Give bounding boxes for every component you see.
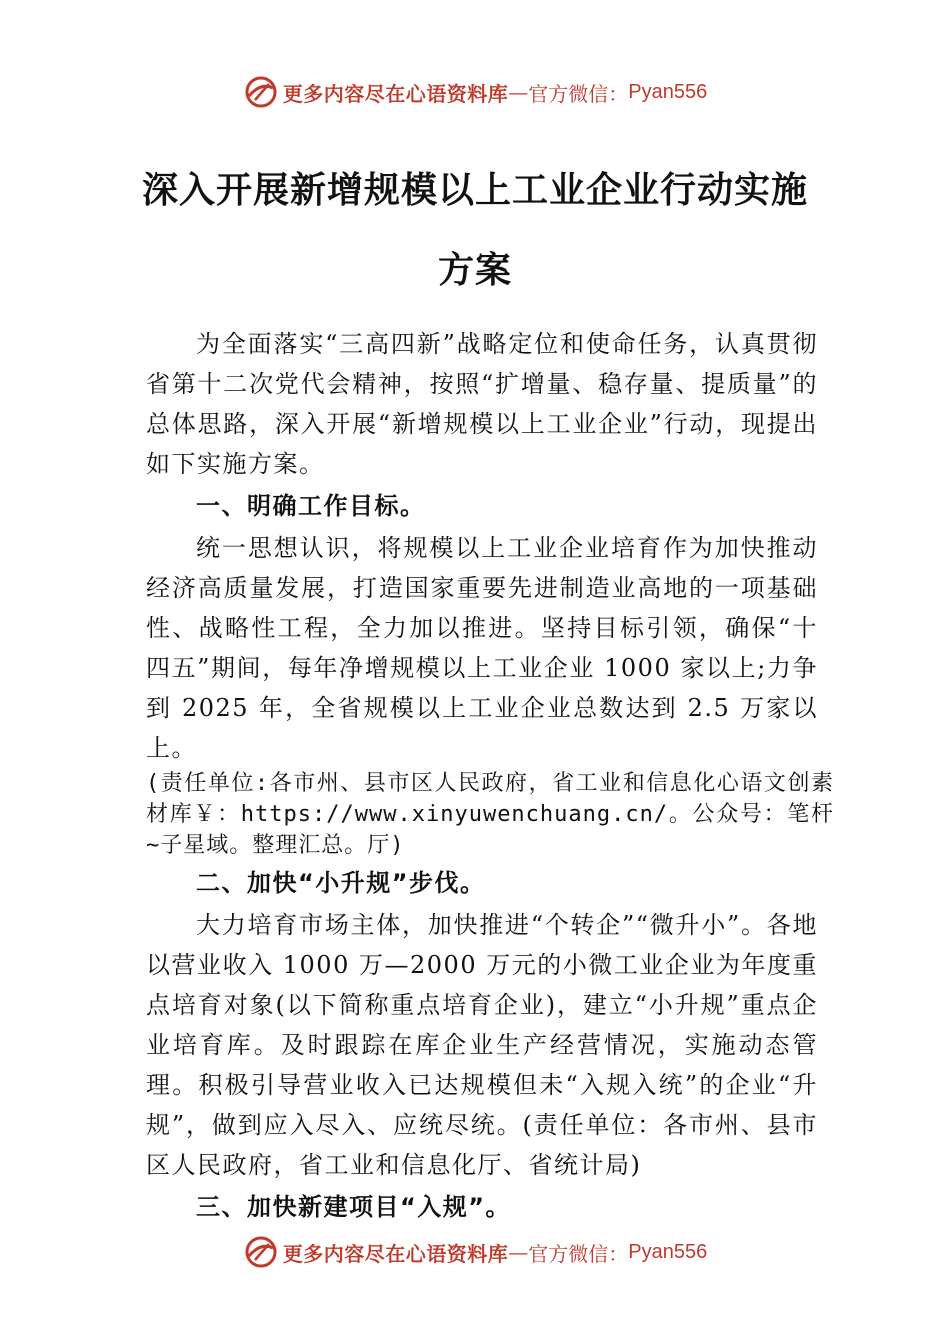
banner-dash: — — [508, 80, 529, 104]
banner-tail-text: 官方微信： — [528, 1241, 629, 1266]
section-3-heading: 三、加快新建项目“入规”。 — [196, 1193, 512, 1221]
document-title — [0, 150, 950, 310]
section-2-heading: 二、加快“小升规”步伐。 — [196, 869, 486, 897]
section-1-paragraph: 统一思想认识，将规模以上工业企业培育作为加快推动经济高质量发展，打造国家重要先进制造业高地的一项基础性、战略性工程，全力加以推进。坚持目标引领，确保“十四五”期间，每年净增规模以上工业企业 1000 家以上;力争到 2025 年，全省规模以上工业企业总数达到 2.5 万家以上。 — [146, 534, 818, 762]
document-body — [146, 324, 834, 1229]
header-banner — [0, 70, 950, 114]
title-line-2: 方案 — [437, 249, 512, 291]
banner-dash: — — [508, 1240, 529, 1264]
section-1-heading: 一、明确工作目标。 — [196, 492, 426, 520]
banner-tail-text: 官方微信： — [528, 81, 629, 106]
brand-logo-icon — [243, 74, 279, 110]
brand-logo-icon — [243, 1234, 279, 1270]
banner-lead-text: 更多内容尽在心语资料库 — [282, 1241, 509, 1266]
title-line-1: 深入开展新增规模以上工业企业行动实施 — [141, 169, 808, 211]
banner-lead-text: 更多内容尽在心语资料库 — [282, 81, 509, 106]
banner-wechat-handle: Pyan556 — [628, 80, 708, 103]
banner-wechat-handle: Pyan556 — [628, 1240, 708, 1263]
footer-banner — [0, 1230, 950, 1274]
section-2-paragraph: 大力培育市场主体，加快推进“个转企”“微升小”。各地以营业收入 1000 万—2000 万元的小微工业企业为年度重点培育对象(以下简称重点培育企业)，建立“小升规”重点企业培育库。及时跟踪在库企业生产经营情况，实施动态管理。积极引导营业收入已达规模但未“入规入统”的企业“升规”，做到应入尽入、应统尽统。(责任单位：各市州、县市区人民政府，省工业和信息化厅、省统计局) — [146, 911, 818, 1179]
section-1-responsibility-note: (责任单位:各市州、县市区人民政府，省工业和信息化心语文创素材库￥：https://www.xinyuwenchuang.cn/。公众号：笔杆~子星域。整理汇总。厅) — [146, 771, 834, 858]
intro-paragraph: 为全面落实“三高四新”战略定位和使命任务，认真贯彻省第十二次党代会精神，按照“扩增量、稳存量、提质量”的总体思路，深入开展“新增规模以上工业企业”行动，现提出如下实施方案。 — [146, 330, 818, 478]
